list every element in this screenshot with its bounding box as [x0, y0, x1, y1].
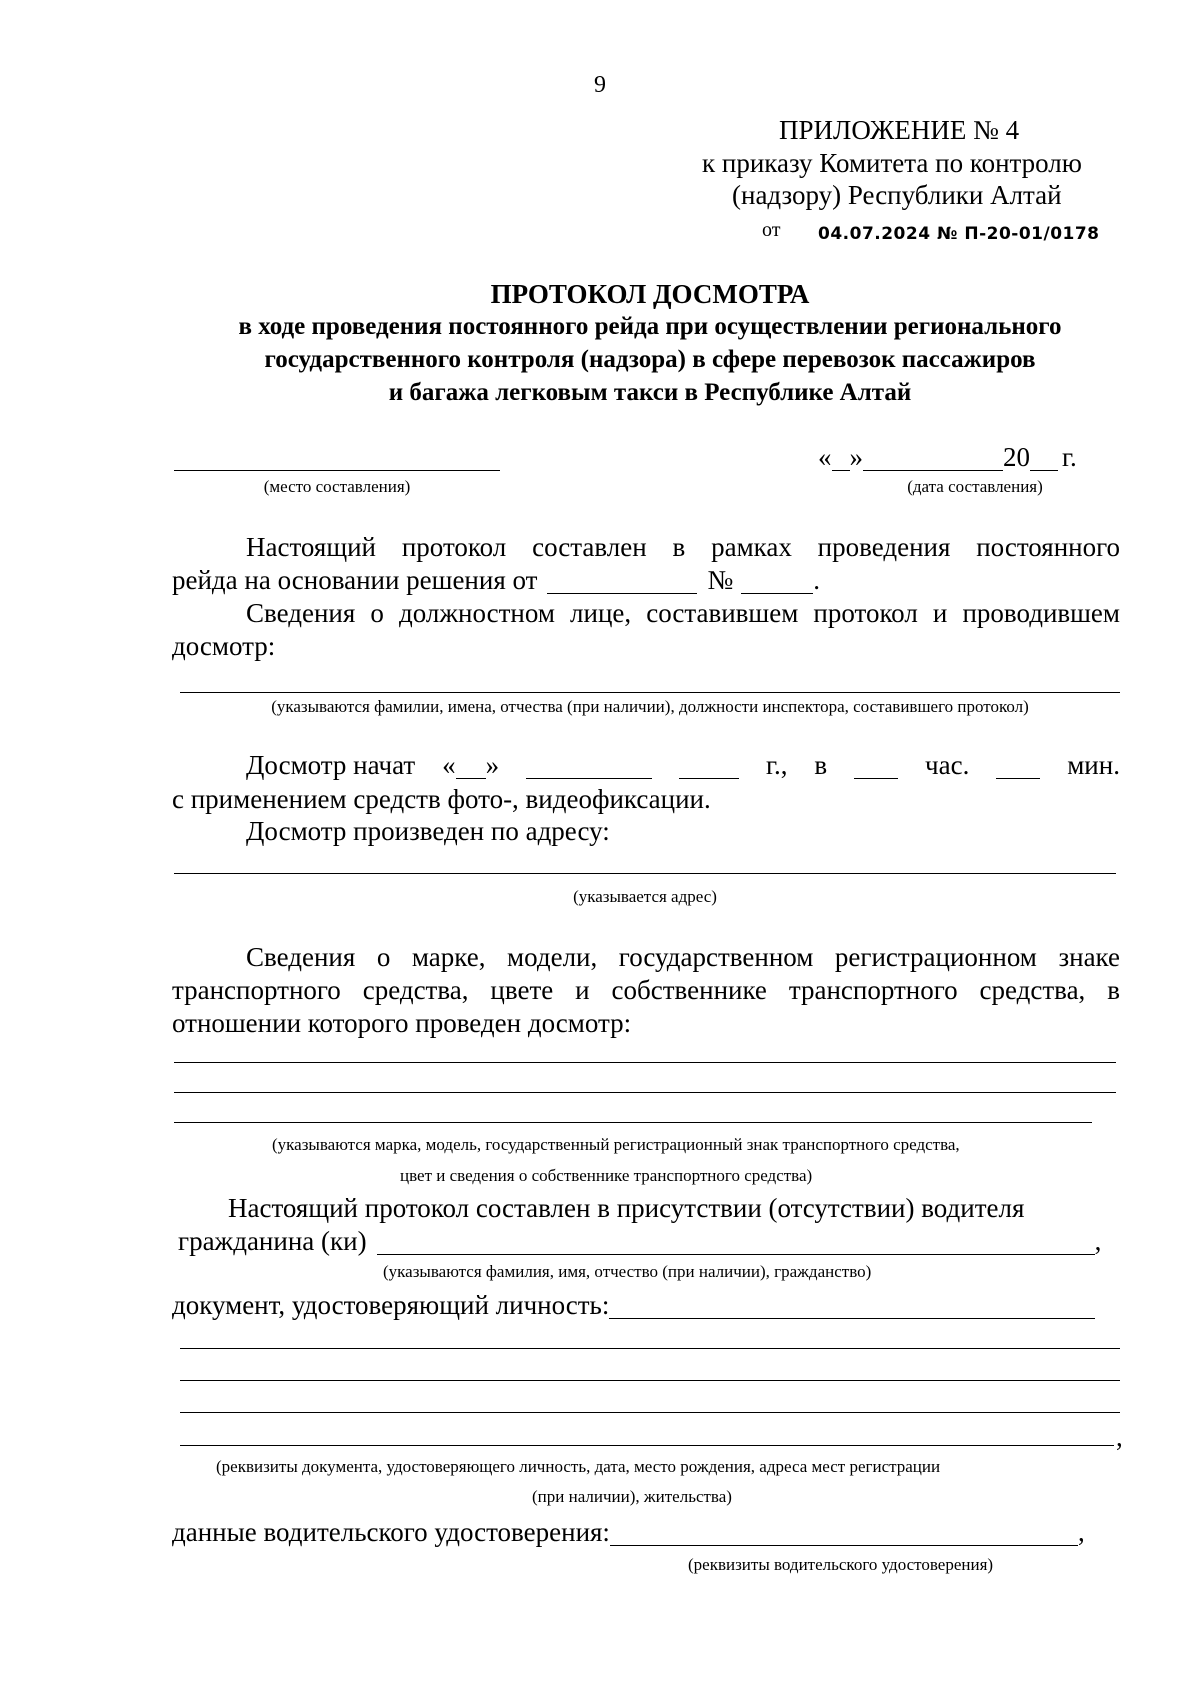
date-quote-open: «: [818, 442, 832, 472]
start-hours-field[interactable]: [854, 754, 898, 779]
document-subtitle-1: в ходе проведения постоянного рейда при осуществлении регионального: [238, 313, 1062, 340]
basis-period: .: [813, 565, 820, 595]
identity-caption-1: (реквизиты документа, удостоверяющего личность, дата, место рождения, адреса мест регистрации: [216, 1457, 941, 1476]
appendix-line-1: к приказу Комитета по контролю: [702, 148, 1082, 178]
basis-line-2: [172, 567, 820, 594]
document-title: ПРОТОКОЛ ДОСМОТРА: [490, 279, 810, 309]
driver-line-1: Настоящий протокол составлен в присутствии (отсутствии) водителя: [228, 1193, 1025, 1223]
decision-number-field[interactable]: [741, 569, 813, 594]
start-year-unit: г.,: [765, 750, 788, 780]
license-field[interactable]: [610, 1521, 1078, 1546]
vehicle-field-3[interactable]: [174, 1122, 1092, 1123]
start-hours-label: час.: [925, 750, 970, 780]
identity-field-5[interactable]: [180, 1445, 1114, 1446]
license-line: [172, 1519, 1085, 1546]
decision-date-field[interactable]: [547, 569, 697, 594]
date-caption: (дата составления): [907, 477, 1043, 496]
inspection-start-line: [246, 752, 1120, 779]
date-quote-close: »: [849, 442, 863, 472]
place-caption: (место составления): [263, 477, 411, 496]
vehicle-field-1[interactable]: [174, 1062, 1116, 1063]
identity-caption-2: (при наличии), жительства): [532, 1487, 732, 1506]
official-caption: (указываются фамилии, имена, отчества (при наличии), должности инспектора, составившего протокол): [271, 697, 1029, 716]
license-caption: (реквизиты водительского удостоверения): [688, 1555, 994, 1574]
start-day-field[interactable]: [456, 754, 486, 779]
address-label: Досмотр произведен по адресу:: [246, 816, 610, 846]
start-month-field[interactable]: [526, 754, 652, 779]
driver-line-2: [178, 1228, 1101, 1255]
inspection-start-label: Досмотр начат: [246, 750, 416, 780]
appendix-date-stamp: 04.07.2024 № П-20-01/0178: [818, 224, 1100, 244]
start-quote-close: »: [485, 750, 500, 780]
driver-name-field[interactable]: [377, 1230, 1095, 1255]
basis-number-sign: №: [707, 565, 734, 595]
identity-comma: ,: [1116, 1422, 1123, 1452]
vehicle-caption-1: (указываются марка, модель, государственный регистрационный знак транспортного средства,: [272, 1135, 960, 1154]
inspection-start-line-2: с применением средств фото-, видеофиксации.: [172, 784, 711, 814]
vehicle-line-1: Сведения о марке, модели, государственном регистрационном знаке: [246, 942, 1120, 972]
license-comma: ,: [1077, 1517, 1085, 1547]
vehicle-line-2: транспортного средства, цвете и собственнике транспортного средства, в: [172, 975, 1120, 1005]
driver-caption: (указываются фамилия, имя, отчество (при наличии), гражданство): [383, 1262, 872, 1281]
identity-line: [172, 1292, 1095, 1319]
date-field[interactable]: [818, 444, 1077, 471]
document-subtitle-2: государственного контроля (надзора) в сфере перевозок пассажиров: [264, 346, 1036, 373]
document-subtitle-3: и багажа легковым такси в Республике Алтай: [388, 379, 912, 406]
vehicle-field-2[interactable]: [174, 1092, 1116, 1093]
start-minutes-label: мин.: [1067, 750, 1120, 780]
address-caption: (указывается адрес): [573, 887, 717, 906]
appendix-title: ПРИЛОЖЕНИЕ № 4: [779, 115, 1020, 145]
identity-field-2[interactable]: [180, 1348, 1120, 1349]
start-year-field[interactable]: [679, 754, 739, 779]
official-line-2: досмотр:: [172, 631, 276, 661]
official-line-1: Сведения о должностном лице, составившем протокол и проводившем: [246, 598, 1120, 628]
date-year-prefix: 20: [1003, 442, 1030, 472]
identity-field-4[interactable]: [180, 1412, 1120, 1413]
date-year-field[interactable]: [1030, 446, 1058, 471]
start-minutes-field[interactable]: [996, 754, 1040, 779]
identity-field-1[interactable]: [609, 1294, 1095, 1319]
start-at: в: [814, 750, 828, 780]
page-number: 9: [594, 72, 606, 98]
basis-line-1: Настоящий протокол составлен в рамках проведения постоянного: [246, 532, 1120, 562]
date-day-field[interactable]: [832, 446, 850, 471]
identity-label: документ, удостоверяющий личность:: [172, 1290, 610, 1320]
driver-comma: ,: [1094, 1226, 1102, 1256]
identity-field-3[interactable]: [180, 1380, 1120, 1381]
basis-text: рейда на основании решения от: [172, 565, 538, 595]
official-field[interactable]: [180, 692, 1120, 693]
date-year-suffix: г.: [1062, 442, 1077, 472]
appendix-date-prefix: от: [762, 219, 781, 241]
vehicle-caption-2: цвет и сведения о собственнике транспортного средства): [400, 1166, 813, 1185]
date-month-field[interactable]: [863, 446, 1003, 471]
address-field[interactable]: [174, 873, 1116, 874]
appendix-line-2: (надзору) Республики Алтай: [732, 180, 1062, 210]
vehicle-line-3: отношении которого проведен досмотр:: [172, 1008, 632, 1038]
driver-citizen-label: гражданина (ки): [178, 1226, 367, 1256]
start-quote-open: «: [442, 750, 456, 780]
license-label: данные водительского удостоверения:: [172, 1517, 610, 1547]
place-field[interactable]: [174, 470, 500, 471]
